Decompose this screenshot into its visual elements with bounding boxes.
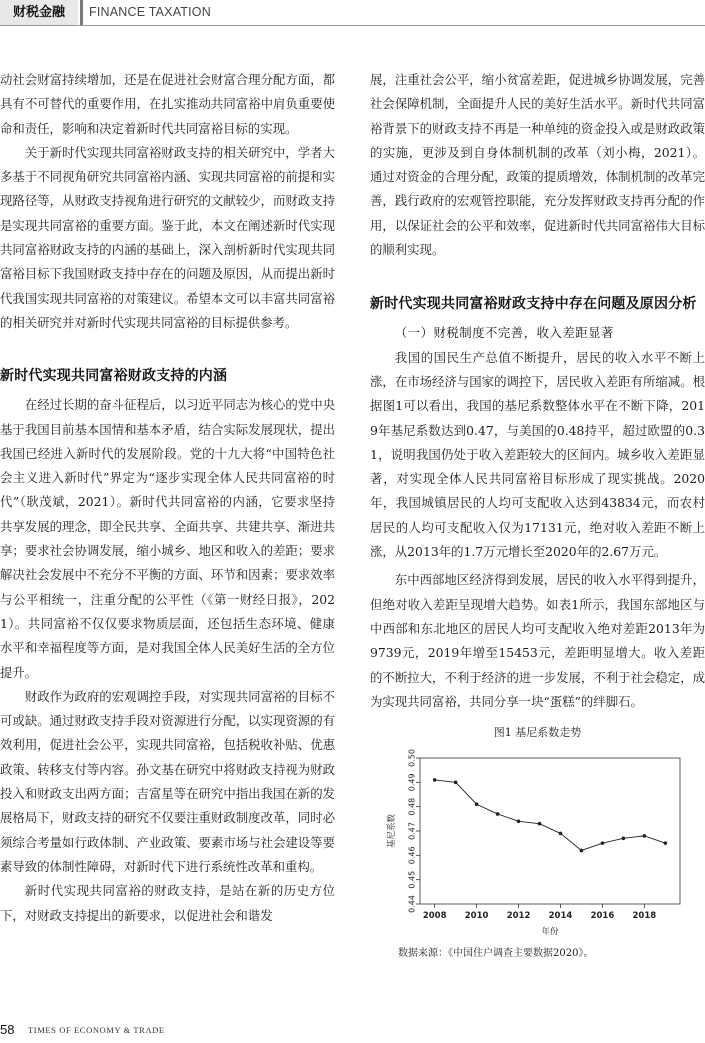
plot-frame <box>420 758 680 904</box>
paragraph: 展，注重社会公平，缩小贫富差距，促进城乡协调发展，完善社会保障机制，全面提升人民的美好生活水平。新时代共同富裕背景下的财政支持不再是一种单纯的资金投入或是财政政策的实施，更涉及到自身体制机制的改革（刘小梅，2021）。通过对资金的合理分配，政策的提质增效，体制机制的改革完善，践行政府的宏观管控职能，充分发挥财政支持再分配的作用，以保证社会的公平和效率，促进新时代共同富裕伟大目标的顺利实现。 <box>370 72 705 258</box>
data-point <box>601 841 605 845</box>
section-heading: 新时代实现共同富裕财政支持的内涵 <box>0 368 228 385</box>
figure-caption: 图1 基尼系数走势 <box>493 726 582 740</box>
page-number: 58 <box>0 1022 15 1037</box>
data-point <box>454 781 458 785</box>
data-point <box>538 822 542 826</box>
paragraph: 财政作为政府的宏观调控手段，对实现共同富裕的目标不可或缺。通过财政支持手段对资源进行分配，以实现资源的有效利用，促进社会公平，实现共同富裕，包括税收补贴、优惠政策、转移支付等内容。孙文基在研究中将财政支持视为财政投入和财政支出两方面；吉富星等在研究中指出我国在新的发展格局下，财政支持的研究不仅要注重财政制度改革，同时必须综合考量如行政体制、产业政策、要素市场与社会建设等要素导致的体制性障碍，对新时代下进行系统性改革和重构。 <box>0 688 335 874</box>
data-point <box>622 837 626 841</box>
paragraph: 在经过长期的奋斗征程后，以习近平同志为核心的党中央基于我国目前基本国情和基本矛盾，结合实际发展现状，提出我国已经进入新时代的发展阶段。党的十九大将“中国特色社会主义进入新时代”界定为“逐步实现全体人民共同富裕的时代”（耿茂斌，2021）。新时代共同富裕的内涵，它要求坚持共享发展的理念，即全民共享、全面共享、共建共享、渐进共享；要求社会协调发展，缩小城乡、地区和收入的差距；要求解决社会发展中不充分不平衡的方面、环节和因素；要求效率与公平相统一，注重分配的公平性（《第一财经日报》，2021）。共同富裕不仅仅要求物质层面，还包括生态环境、健康水平和幸福程度等方面，是对我国全体人民美好生活的全方位提升。 <box>0 397 335 680</box>
paragraph: 新时代实现共同富裕的财政支持，是站在新的历史方位下，对财政支持提出的新要求，以促进社会和谐发 <box>0 883 335 923</box>
right-column <box>370 68 705 962</box>
y-tick-label: 0.45 <box>407 870 417 889</box>
data-point <box>580 849 584 853</box>
y-tick-label: 0.48 <box>407 797 417 816</box>
x-tick-label: 2008 <box>422 911 447 922</box>
journal-name: TIMES OF ECONOMY & TRADE <box>28 1025 165 1035</box>
paragraph: 我国的国民生产总值不断提升，居民的收入水平不断上涨，在市场经济与国家的调控下，居民收入差距有所缩减。根据图1可以看出，我国的基尼系数整体水平在不断下降，2019年基尼系数达到0.47，与美国的0.48持平，超过欧盟的0.31，说明我国仍处于收入差距较大的区间内。城乡收入差距显著，对实现全体人民共同富裕目标形成了现实挑战。2020年，我国城镇居民的人均可支配收入达到43834元，而农村居民的人均可支配收入仅为17131元，绝对收入差距不断上涨，从2013年的1.7万元增长至2020年的2.67万元。 <box>370 349 705 560</box>
y-tick-label: 0.50 <box>407 749 417 768</box>
page-header <box>0 0 705 26</box>
left-column <box>0 68 335 928</box>
x-tick-label: 2016 <box>590 911 615 922</box>
section-label: 财税金融 <box>0 0 78 25</box>
page-footer <box>0 1016 705 1043</box>
data-point <box>475 803 479 807</box>
data-point <box>664 841 668 845</box>
paragraph: 东中西部地区经济得到发展，居民的收入水平得到提升，但绝对收入差距呈现增大趋势。如表1所示，我国东部地区与中西部和东北地区的居民人均可支配收入绝对差距2013年为9739元，2019年增至15453元，差距明显增大。收入差距的不断拉大，不利于经济的进一步发展，不利于社会稳定，成为实现共同富裕，共同分享一块“蛋糕”的绊脚石。 <box>370 572 705 709</box>
x-axis-label: 年份 <box>541 927 559 938</box>
series-line <box>435 780 666 851</box>
header-divider <box>0 25 705 26</box>
y-tick-label: 0.49 <box>407 773 417 792</box>
gini-chart <box>370 746 705 946</box>
section-label-en: FINANCE TAXATION <box>80 0 225 25</box>
figure-source: 数据来源：《中国住户调查主要数据2020》。 <box>398 948 594 960</box>
y-axis-label: 基尼系数 <box>387 814 397 849</box>
y-tick-label: 0.47 <box>407 822 417 841</box>
y-tick-label: 0.46 <box>407 846 417 865</box>
x-tick-label: 2018 <box>632 911 657 922</box>
data-point <box>517 820 521 824</box>
y-tick-label: 0.44 <box>407 895 417 914</box>
chart-svg <box>370 746 705 946</box>
paragraph: 关于新时代实现共同富裕财政支持的相关研究中，学者大多基于不同视角研究共同富裕内涵、实现共同富裕的前提和实现路径等，从财政支持视角进行研究的文献较少，而财政支持是实现共同富裕的重要方面。鉴于此，本文在阐述新时代实现共同富裕财政支持的内涵的基础上，深入剖析新时代实现共同富裕目标下我国财政支持中存在的问题及原因，从而提出新时代我国实现共同富裕的对策建议。希望本文可以丰富共同富裕的相关研究并对新时代实现共同富裕的目标提供参考。 <box>0 144 335 330</box>
data-point <box>643 834 647 838</box>
x-tick-label: 2014 <box>548 911 573 922</box>
x-tick-label: 2010 <box>464 911 489 922</box>
x-tick-label: 2012 <box>506 911 531 922</box>
subsection-heading: （一）财税制度不完善，收入差距显著 <box>394 325 614 341</box>
paragraph: 动社会财富持续增加，还是在促进社会财富合理分配方面，都具有不可替代的重要作用，在扎实推动共同富裕中肩负重要使命和责任，影响和决定着新时代共同富裕目标的实现。 <box>0 72 335 136</box>
data-point <box>496 812 500 816</box>
section-heading: 新时代实现共同富裕财政支持中存在问题及原因分析 <box>370 296 697 313</box>
data-point <box>559 832 563 836</box>
data-point <box>433 778 437 782</box>
